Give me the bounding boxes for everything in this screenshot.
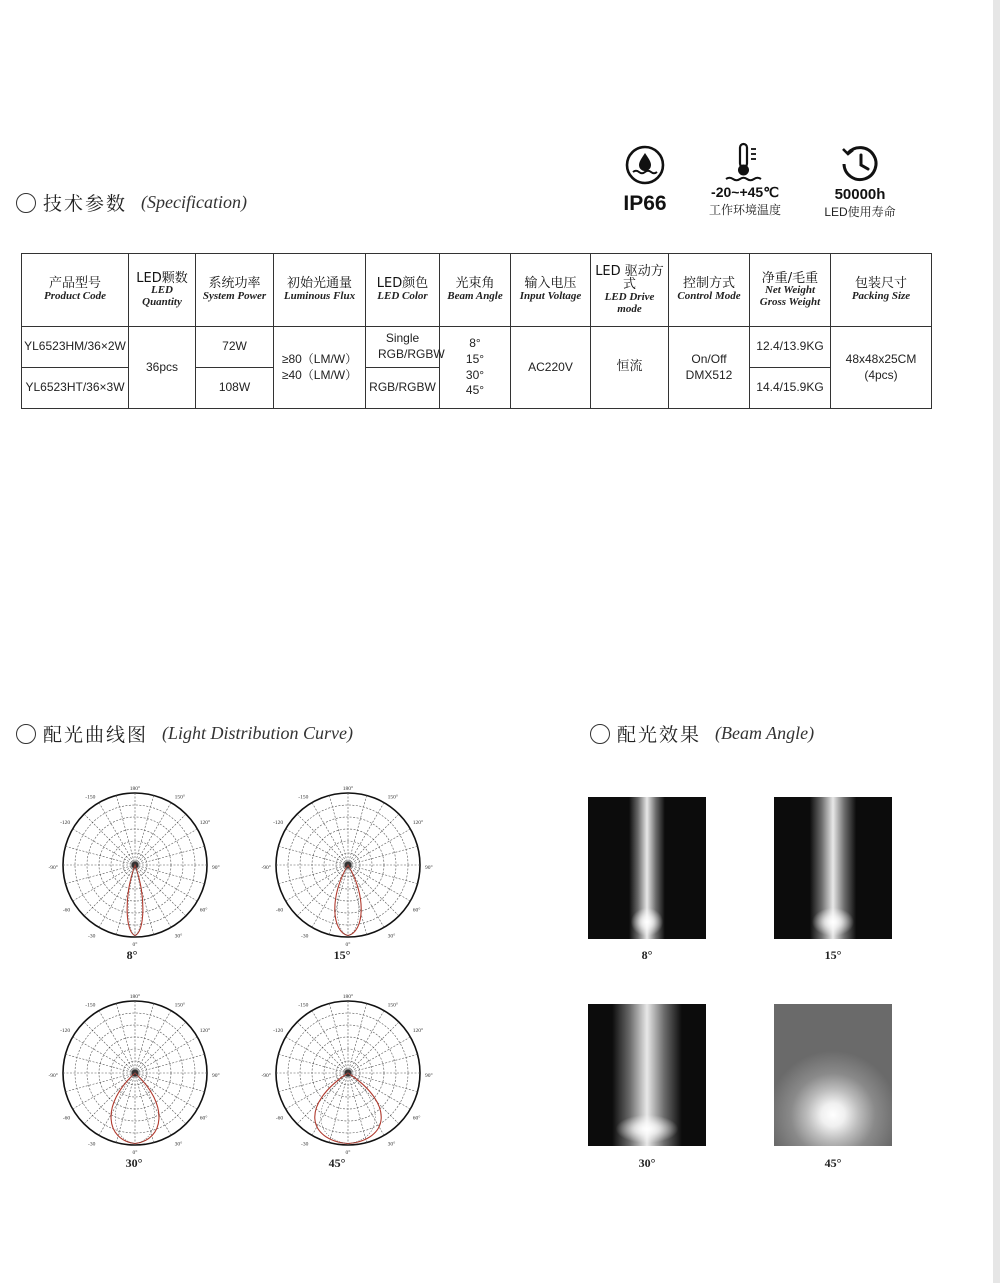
polar-diagram-15: [261, 785, 433, 949]
beam-title-cn: 配光效果: [617, 724, 702, 746]
polar-label-30: 30°: [125, 1156, 143, 1170]
polar-tick-label: 30°: [174, 933, 183, 940]
polar-tick-label: 60°: [199, 907, 208, 914]
luminous-flux-cell: [274, 327, 366, 409]
temperature-range: -20~+45℃: [711, 184, 779, 200]
control-mode-value: DMX512: [685, 367, 733, 382]
polar-tick-label: 0°: [132, 942, 138, 949]
beam-angle-value: 8°: [469, 336, 481, 351]
polar-tick-label: -60: [62, 907, 71, 914]
beam-angle-cell: [440, 327, 511, 409]
spec-section-title: [16, 189, 247, 216]
curve-title-en: (Light Distribution Curve): [162, 723, 354, 743]
beam-section-title: [590, 720, 814, 747]
polar-label-45: 45°: [328, 1156, 346, 1170]
polar-tick-label: 120°: [412, 819, 424, 826]
beam-angle-value: 45°: [465, 383, 485, 398]
polar-tick-label: 180°: [129, 785, 141, 792]
polar-label-8: 8°: [126, 948, 138, 962]
spec-title-cn: 技术参数: [43, 193, 128, 215]
polar-tick-label: 180°: [342, 785, 354, 792]
polar-tick-label: -60: [275, 1115, 284, 1122]
polar-tick-label: 60°: [412, 907, 421, 914]
polar-tick-label: -60: [62, 1115, 71, 1122]
polar-tick-label: 30°: [174, 1141, 183, 1148]
polar-tick-label: 30°: [387, 1141, 396, 1148]
beam-photo-45: [774, 1004, 892, 1146]
polar-tick-label: 90°: [212, 865, 220, 872]
polar-tick-label: 150°: [387, 1002, 399, 1009]
header-system-power: 系统功率 System Power: [196, 254, 274, 327]
control-mode-value: On/Off: [691, 351, 727, 366]
thermometer-icon: [723, 141, 767, 183]
drive-mode-cell: 恒流: [591, 327, 669, 409]
polar-diagram-30: [48, 993, 220, 1157]
led-color-cell: Single RGB/RGBW: [366, 327, 440, 368]
header-luminous-flux: 初始光通量 Luminous Flux: [274, 254, 366, 327]
system-power-cell: 72W: [196, 327, 274, 368]
beam-angle-value: 30°: [465, 367, 485, 382]
polar-tick-label: 60°: [199, 1115, 208, 1122]
weight-cell: 14.4/15.9KG: [750, 368, 831, 409]
header-led-color: LED颜色 LED Color: [366, 254, 440, 327]
lifetime-hours: 50000h: [834, 186, 886, 203]
table-row: [22, 327, 932, 368]
ip66-badge: [613, 144, 677, 216]
header-led-quantity: LED颗数 LED Quantity: [129, 254, 196, 327]
beam-label-8: 8°: [641, 948, 653, 962]
polar-tick-label: 180°: [129, 993, 141, 1000]
luminous-flux-value: ≥40（LM/W）: [281, 367, 358, 382]
ip66-text: IP66: [623, 192, 667, 215]
polar-tick-label: 120°: [199, 819, 211, 826]
packing-quantity-value: (4pcs): [864, 367, 898, 382]
polar-tick-label: 180°: [342, 993, 354, 1000]
polar-tick-label: -120: [273, 1027, 284, 1034]
polar-tick-label: -30: [88, 1141, 96, 1148]
luminous-flux-value: ≥80（LM/W）: [281, 351, 358, 366]
polar-tick-label: 150°: [174, 794, 186, 801]
beam-photo-8: [588, 797, 706, 939]
page-edge-strip: [993, 0, 1000, 1283]
beam-photo-15: [774, 797, 892, 939]
beam-angle-value: 15°: [465, 351, 485, 366]
polar-label-15: 15°: [333, 948, 351, 962]
led-color-cell: RGB/RGBW: [366, 368, 440, 409]
beam-photo-30: [588, 1004, 706, 1146]
polar-tick-label: -150: [85, 794, 96, 801]
polar-tick-label: -150: [298, 794, 309, 801]
lifetime-caption: LED使用寿命: [824, 205, 896, 219]
polar-diagram-45: [261, 993, 433, 1157]
product-code-cell: YL6523HT/36×3W: [22, 368, 129, 409]
polar-tick-label: -150: [85, 1002, 96, 1009]
header-beam-angle: 光束角 Beam Angle: [440, 254, 511, 327]
clock-icon: [839, 144, 881, 184]
input-voltage-cell: AC220V: [511, 327, 591, 409]
header-product-code: 产品型号 Product Code: [22, 254, 129, 327]
header-drive-mode: LED 驱动方式 LED Drive mode: [591, 254, 669, 327]
beam-label-15: 15°: [824, 948, 842, 962]
temperature-caption: 工作环境温度: [708, 203, 781, 217]
beam-title-en: (Beam Angle): [715, 723, 815, 743]
packing-size-value: 48x48x25CM: [845, 351, 917, 366]
polar-tick-label: -30: [301, 1141, 309, 1148]
polar-tick-label: 120°: [199, 1027, 211, 1034]
polar-tick-label: -90°: [261, 1073, 271, 1080]
spec-title-en: (Specification): [141, 192, 247, 212]
polar-tick-label: -150: [298, 1002, 309, 1009]
header-weight: 净重/毛重 Net Weight Gross Weight: [750, 254, 831, 327]
specification-table: [21, 253, 932, 409]
curve-section-title: [16, 720, 353, 747]
polar-tick-label: 0°: [132, 1150, 138, 1157]
polar-tick-label: -90°: [48, 865, 58, 872]
lifetime-badge: [815, 144, 905, 220]
polar-tick-label: 0°: [345, 1150, 351, 1157]
packing-size-cell: [831, 327, 932, 409]
table-header-row: [22, 254, 932, 327]
control-mode-cell: [669, 327, 750, 409]
polar-tick-label: -30: [301, 933, 309, 940]
beam-label-30: 30°: [638, 1156, 656, 1170]
polar-tick-label: 60°: [412, 1115, 421, 1122]
polar-diagram-8: [48, 785, 220, 949]
product-code-cell: YL6523HM/36×2W: [22, 327, 129, 368]
polar-tick-label: 150°: [387, 794, 399, 801]
polar-tick-label: -120: [60, 819, 71, 826]
polar-tick-label: -30: [88, 933, 96, 940]
led-quantity-cell: 36pcs: [129, 327, 196, 409]
header-packing-size: 包装尺寸 Packing Size: [831, 254, 932, 327]
waterproof-icon: [624, 144, 666, 186]
header-input-voltage: 输入电压 Input Voltage: [511, 254, 591, 327]
temperature-badge: [697, 141, 793, 218]
header-control-mode: 控制方式 Control Mode: [669, 254, 750, 327]
polar-tick-label: -120: [273, 819, 284, 826]
polar-tick-label: -60: [275, 907, 284, 914]
polar-tick-label: -120: [60, 1027, 71, 1034]
curve-title-cn: 配光曲线图: [43, 724, 149, 746]
system-power-cell: 108W: [196, 368, 274, 409]
section-bullet-icon: [590, 724, 610, 744]
polar-tick-label: 0°: [345, 942, 351, 949]
polar-tick-label: 90°: [425, 865, 433, 872]
polar-tick-label: -90°: [48, 1073, 58, 1080]
section-bullet-icon: [16, 724, 36, 744]
beam-label-45: 45°: [824, 1156, 842, 1170]
section-bullet-icon: [16, 193, 36, 213]
polar-tick-label: 120°: [412, 1027, 424, 1034]
polar-tick-label: 90°: [425, 1073, 433, 1080]
polar-tick-label: 90°: [212, 1073, 220, 1080]
polar-tick-label: 150°: [174, 1002, 186, 1009]
polar-tick-label: -90°: [261, 865, 271, 872]
polar-tick-label: 30°: [387, 933, 396, 940]
weight-cell: 12.4/13.9KG: [750, 327, 831, 368]
